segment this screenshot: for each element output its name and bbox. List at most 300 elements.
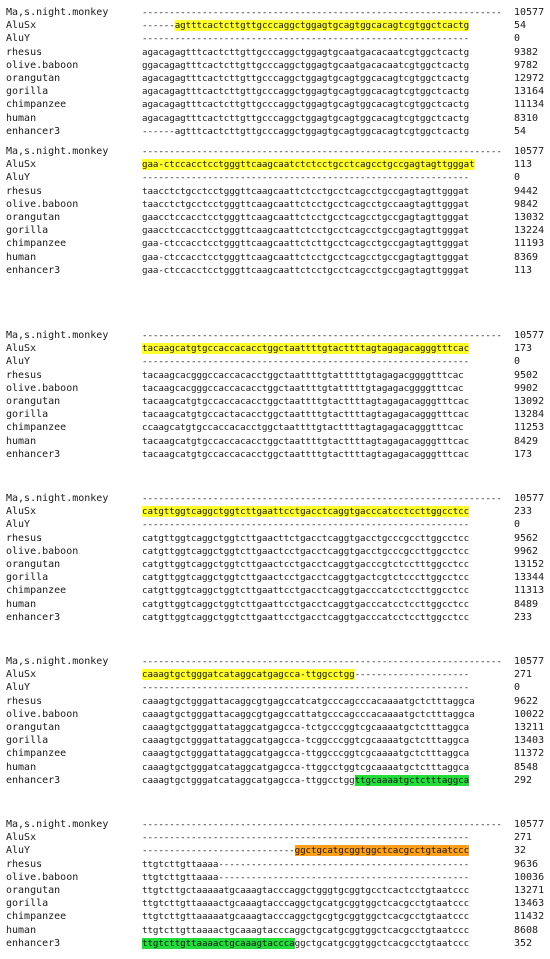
alignment-row: [6, 545, 546, 558]
sequence: [142, 355, 469, 368]
sequence: [142, 761, 469, 774]
sequence-segment: taacctctgcctcctgggttcaagcaattctcctgcctcagcctgccgagtagttgggat: [142, 185, 470, 197]
sequence-segment: ttgtcttgctaaaaatgcaaagtacccaggctgggtgcggtgcctcactcctgtaatccc: [142, 885, 470, 896]
position-count: 13344: [514, 572, 545, 584]
species-name: chimpanzee: [6, 748, 67, 760]
position-count: 11372: [514, 748, 545, 760]
sequence: [142, 435, 469, 448]
sequence: [142, 251, 469, 264]
sequence-segment: gaa-ctccacctcctgggttcaagcaattctcttgcctcagcctgccgagtagttgggat: [142, 238, 470, 250]
alignment-row: [6, 32, 546, 45]
species-name: gorilla: [6, 898, 49, 910]
sequence-segment: tacaagcatgtgccaccacacctggctaattttgtacttttagtagagacagggtttcac: [142, 435, 470, 447]
sequence-segment: ------------------------------------------------------------------: [142, 146, 502, 157]
sequence: [142, 532, 469, 545]
alignment-row: [6, 492, 546, 505]
position-count: 0: [514, 172, 521, 184]
alignment-row: [6, 251, 546, 264]
position-count: 9382: [514, 46, 539, 58]
species-name: human: [6, 435, 37, 447]
alignment-row: [6, 85, 546, 98]
species-name: Ma,s.night.monkey: [6, 819, 109, 830]
sequence-segment: ---------------------: [354, 669, 470, 681]
sequence: [142, 72, 469, 85]
sequence-segment: ------------------------------------------------------------: [142, 33, 470, 45]
position-count: 13271: [514, 885, 545, 896]
position-count: 9502: [514, 369, 539, 381]
position-count: 13463: [514, 898, 545, 910]
sequence-segment: catgttggtcaggctggtcttgaactcctgacctcaggtgacctgcccgccttggcctcc: [142, 545, 470, 557]
species-name: rhesus: [6, 532, 43, 544]
position-count: 54: [514, 20, 527, 32]
highlighted-segment: gaa-ctccacctcctgggttcaagcaatctctcctgcctcagcctgccgagtagttgggat: [142, 159, 475, 171]
position-count: 10022: [514, 708, 545, 720]
position-count: 173: [514, 448, 533, 460]
sequence: [142, 708, 475, 721]
species-name: AluSx: [6, 159, 37, 171]
alignment-row: [6, 831, 546, 844]
alignment-row: [6, 571, 546, 584]
sequence-segment: taacctctgcctcctgggttcaagcaattctcctgcctcagcctgccaagtagttgggat: [142, 198, 470, 210]
species-name: AluY: [6, 33, 31, 45]
sequence: [142, 747, 469, 760]
sequence: [142, 858, 469, 871]
sequence: [142, 112, 469, 125]
position-count: 13211: [514, 722, 545, 733]
sequence: [142, 734, 469, 747]
species-name: human: [6, 761, 37, 773]
alignment-row: [6, 395, 546, 408]
position-count: 54: [514, 125, 527, 137]
highlighted-segment: ttgtcttgttaaaactgcaaagtaccca: [142, 937, 295, 949]
alignment-row: [6, 761, 546, 774]
sequence-segment: tacaagcacgggccaccacacctggctaattttgtatttttgtagagacggggtttcac: [142, 369, 464, 381]
position-count: 271: [514, 669, 533, 681]
sequence: [142, 32, 469, 45]
species-name: enhancer3: [6, 264, 61, 276]
sequence: [142, 98, 469, 111]
species-name: rhesus: [6, 369, 43, 381]
species-name: enhancer3: [6, 937, 61, 949]
position-count: 8429: [514, 435, 539, 447]
sequence: [142, 59, 469, 72]
sequence-segment: catgttggtcaggctggtcttgaacttctgacctcaggtgacctgcccgccttggcctcc: [142, 532, 470, 544]
species-name: olive.baboon: [6, 198, 79, 210]
alignment-row: [6, 98, 546, 111]
species-name: AluSx: [6, 832, 37, 844]
sequence-segment: tacaagcacgggccaccacacctggctaattttgtatttttgtagagacggggtttcac: [142, 382, 464, 394]
position-count: 352: [514, 937, 533, 949]
alignment-row: [6, 171, 546, 184]
sequence-segment: ------------------------------------------------------------: [142, 356, 470, 368]
species-name: enhancer3: [6, 125, 61, 137]
alignment-row: [6, 598, 546, 611]
species-name: chimpanzee: [6, 422, 67, 434]
alignment-row: [6, 818, 546, 831]
position-count: 10577: [514, 7, 545, 18]
alignment-row: [6, 198, 546, 211]
sequence-segment: catgttggtcaggctggtcttgaattcctgacctcaggtgacccatcctccttggcctcc: [142, 611, 470, 623]
highlighted-segment: tacaagcatgtgccaccacacctggctaattttgtacttttagtagagacagggtttcac: [142, 343, 470, 355]
alignment-row: [6, 435, 546, 448]
sequence-segment: ttgtcttgttaaaa----------------------------------------------: [142, 871, 470, 883]
position-count: 0: [514, 33, 521, 45]
highlighted-segment: caaagtgctgggatcataggcatgagcca-ttggcctgg: [142, 669, 355, 681]
alignment-row: [6, 125, 546, 138]
position-count: 10036: [514, 871, 545, 883]
position-count: 9782: [514, 59, 539, 71]
alignment-row: [6, 382, 546, 395]
sequence-segment: ------agtttcactcttgttgcccaggctggagtgcagtggcacagtcgtggctcactg: [142, 125, 470, 137]
position-count: 113: [514, 159, 533, 171]
alignment-row: [6, 237, 546, 250]
sequence: [142, 6, 502, 19]
sequence: [142, 818, 502, 831]
species-name: orangutan: [6, 559, 61, 570]
sequence-segment: gaa-ctccacctcctgggttcaagcaattctcctgcctcagcctgccgagtagttgggat: [142, 264, 470, 276]
sequence-segment: agacagagtttcactcttgttgcccaggctggagtgcaatgacacaatcgtggctcactg: [142, 46, 470, 58]
position-count: 10577: [514, 819, 545, 830]
species-name: human: [6, 924, 37, 936]
alignment-row: [6, 72, 546, 85]
species-name: AluY: [6, 845, 31, 857]
alignment-row: [6, 721, 546, 734]
position-count: 8310: [514, 112, 539, 124]
sequence: [142, 19, 469, 32]
alignment-row: [6, 408, 546, 421]
species-name: orangutan: [6, 73, 61, 84]
position-count: 10577: [514, 146, 545, 157]
position-count: 0: [514, 356, 521, 368]
position-count: 13403: [514, 735, 545, 747]
species-name: orangutan: [6, 396, 61, 407]
sequence: [142, 421, 464, 434]
sequence: [142, 897, 469, 910]
sequence: [142, 668, 469, 681]
sequence-segment: ------------------------------------------------------------------: [142, 7, 502, 18]
species-name: human: [6, 251, 37, 263]
sequence: [142, 264, 469, 277]
sequence: [142, 545, 469, 558]
sequence: [142, 85, 469, 98]
sequence-segment: agacagagtttcactcttgttgcccaggctggagtgcagtggcacagtcgtggctcactg: [142, 99, 470, 111]
position-count: 9562: [514, 532, 539, 544]
sequence-segment: gaa-ctccacctcctgggttcaagcaattctcctgcctcagcctgccgagtagttgggat: [142, 251, 470, 263]
sequence-segment: ------------------------------------------------------------------: [142, 330, 502, 341]
position-count: 271: [514, 832, 533, 844]
species-name: AluSx: [6, 20, 37, 32]
position-count: 9902: [514, 382, 539, 394]
sequence: [142, 655, 502, 668]
position-count: 11193: [514, 238, 545, 250]
sequence: [142, 395, 469, 408]
alignment-row: [6, 897, 546, 910]
sequence: [142, 831, 469, 844]
sequence-segment: tacaagcatgtgccaccacacctggctaattttgtacttttagtagagacagggtttcac: [142, 396, 470, 407]
sequence: [142, 611, 469, 624]
alignment-row: [6, 668, 546, 681]
species-name: enhancer3: [6, 611, 61, 623]
position-count: 11134: [514, 99, 545, 111]
sequence-segment: ------------------------------------------------------------------: [142, 656, 502, 667]
alignment-row: [6, 858, 546, 871]
alignment-row: [6, 329, 546, 342]
alignment-row: [6, 681, 546, 694]
sequence-segment: ttgtcttgttaaaaatgcaaagtacccaggctgcgtgcggtggctcacgcctgtaatccc: [142, 911, 470, 923]
sequence-segment: agacagagtttcactcttgttgcccaggctggagtgcagtggcacagtcgtggctcactg: [142, 112, 470, 124]
sequence-segment: ggacagagtttcactcttgttgcccaggctggagtgcaatgacacaatcgtggctcactg: [142, 59, 470, 71]
sequence: [142, 598, 469, 611]
sequence-segment: tacaagcatgtgccactacacctggctaattttgtacttttagtagagacagggtttcac: [142, 409, 470, 421]
alignment-row: [6, 884, 546, 897]
position-count: 9622: [514, 695, 539, 707]
sequence-segment: ------------------------------------------------------------------: [142, 493, 502, 504]
sequence: [142, 211, 469, 224]
position-count: 13284: [514, 409, 545, 421]
alignment-row: [6, 158, 546, 171]
species-name: enhancer3: [6, 448, 61, 460]
position-count: 9962: [514, 545, 539, 557]
position-count: 8608: [514, 924, 539, 936]
species-name: orangutan: [6, 722, 61, 733]
sequence: [142, 721, 469, 734]
alignment-row: [6, 19, 546, 32]
sequence: [142, 382, 464, 395]
sequence-segment: caaagtgctgggattataggcatgagcca-ttggcccggtcgcaaaatgctctttaggca: [142, 748, 470, 760]
species-name: chimpanzee: [6, 238, 67, 250]
species-name: gorilla: [6, 572, 49, 584]
alignment-row: [6, 558, 546, 571]
species-name: rhesus: [6, 695, 43, 707]
species-name: human: [6, 112, 37, 124]
species-name: gorilla: [6, 409, 49, 421]
species-name: Ma,s.night.monkey: [6, 656, 109, 667]
position-count: 9442: [514, 185, 539, 197]
alignment-row: [6, 774, 546, 787]
sequence-segment: caaagtgctgggattataggcatgagcca-tcggcccggtcgcaaaatgctctttaggca: [142, 735, 470, 747]
sequence-segment: caaagtgctgggattacaggcgtgagccattatgcccagcccacaaaatgctctttaggca: [142, 708, 475, 720]
sequence-segment: catgttggtcaggctggtcttgaactcctgacctcaggtgacccgtctcctttggcctcc: [142, 559, 470, 570]
sequence: [142, 342, 469, 355]
sequence: [142, 185, 469, 198]
sequence-segment: caaagtgctgggatcataggcatgagcca-ttggcctggtcgcaaaatgctctttaggca: [142, 761, 470, 773]
position-count: 10577: [514, 493, 545, 504]
species-name: olive.baboon: [6, 59, 79, 71]
species-name: human: [6, 598, 37, 610]
sequence-segment: ------------------------------------------------------------: [142, 832, 470, 844]
position-count: 13152: [514, 559, 545, 570]
sequence: [142, 584, 469, 597]
alignment-row: [6, 584, 546, 597]
sequence-segment: caaagtgctgggattacaggcgtgagccatcatgcccagcccacaaaatgctctttaggca: [142, 695, 475, 707]
alignment-row: [6, 747, 546, 760]
position-count: 10577: [514, 330, 545, 341]
sequence-segment: caaagtgctgggatcataggcatgagcca-ttggcctgg: [142, 774, 355, 786]
species-name: AluSx: [6, 506, 37, 518]
species-name: orangutan: [6, 212, 61, 223]
sequence: [142, 505, 469, 518]
sequence: [142, 237, 469, 250]
sequence: [142, 695, 475, 708]
species-name: chimpanzee: [6, 911, 67, 923]
species-name: rhesus: [6, 46, 43, 58]
alignment-row: [6, 355, 546, 368]
alignment-row: [6, 264, 546, 277]
sequence: [142, 198, 469, 211]
sequence: [142, 571, 469, 584]
species-name: enhancer3: [6, 774, 61, 786]
alignment-row: [6, 734, 546, 747]
sequence-segment: agacagagtttcactcttgttgcccaggctggagtgcagtggcacagtcgtggctcactg: [142, 86, 470, 98]
sequence: [142, 558, 469, 571]
position-count: 8548: [514, 761, 539, 773]
position-count: 233: [514, 611, 533, 623]
sequence-segment: gaacctccacctcctgggttcaagcaattctcctgcctcagcctgccgagtagttgggat: [142, 225, 470, 237]
species-name: AluSx: [6, 343, 37, 355]
sequence: [142, 224, 469, 237]
alignment-row: [6, 112, 546, 125]
sequence-segment: ggctgcatgcggtggctcacgcctgtaatccc: [294, 937, 470, 949]
species-name: Ma,s.night.monkey: [6, 493, 109, 504]
alignment-row: [6, 611, 546, 624]
sequence-segment: catgttggtcaggctggtcttgaactcctgacctcaggtgactcgtctcccttggcctcc: [142, 572, 470, 584]
sequence: [142, 910, 469, 923]
sequence: [142, 844, 469, 857]
sequence-segment: ttgtcttgttaaaactgcaaagtacccaggctgcatgcggtggctcacgcctgtaatccc: [142, 924, 470, 936]
sequence: [142, 884, 469, 897]
position-count: 233: [514, 506, 533, 518]
alignment-row: [6, 518, 546, 531]
position-count: 10577: [514, 656, 545, 667]
alignment-row: [6, 655, 546, 668]
position-count: 11432: [514, 911, 545, 923]
position-count: 13032: [514, 212, 545, 223]
species-name: Ma,s.night.monkey: [6, 330, 109, 341]
species-name: AluY: [6, 682, 31, 694]
sequence: [142, 145, 502, 158]
sequence-segment: caaagtgctgggattataggcatgagcca-tctgcccggtcgcaaaatgctctttaggca: [142, 722, 470, 733]
alignment-row: [6, 6, 546, 19]
alignment-row: [6, 910, 546, 923]
alignment-row: [6, 708, 546, 721]
species-name: gorilla: [6, 735, 49, 747]
species-name: chimpanzee: [6, 585, 67, 597]
alignment-row: [6, 342, 546, 355]
highlighted-segment: ttgcaaaatgctctttaggca: [354, 774, 470, 786]
highlighted-segment: ggctgcatgcggtggctcacgcctgtaatccc: [294, 845, 470, 857]
sequence: [142, 408, 469, 421]
species-name: rhesus: [6, 858, 43, 870]
highlighted-segment: agtttcactcttgttgcccaggctggagtgcagtggcacagtcgtggctcactg: [174, 20, 470, 32]
position-count: 0: [514, 519, 521, 531]
species-name: gorilla: [6, 86, 49, 98]
sequence: [142, 369, 464, 382]
sequence: [142, 937, 469, 950]
alignment-row: [6, 695, 546, 708]
position-count: 9636: [514, 858, 539, 870]
alignment-row: [6, 924, 546, 937]
position-count: 11253: [514, 422, 545, 434]
species-name: AluY: [6, 519, 31, 531]
sequence: [142, 448, 469, 461]
alignment-row: [6, 46, 546, 59]
species-name: olive.baboon: [6, 382, 79, 394]
sequence-segment: ttgtcttgttaaaa----------------------------------------------: [142, 858, 470, 870]
species-name: gorilla: [6, 225, 49, 237]
position-count: 8489: [514, 598, 539, 610]
sequence: [142, 681, 469, 694]
sequence: [142, 924, 469, 937]
sequence-segment: ------------------------------------------------------------------: [142, 819, 502, 830]
species-name: AluY: [6, 356, 31, 368]
species-name: rhesus: [6, 185, 43, 197]
position-count: 113: [514, 264, 533, 276]
sequence-segment: ------------------------------------------------------------: [142, 519, 470, 531]
sequence-segment: ------------------------------------------------------------: [142, 682, 470, 694]
alignment-row: [6, 844, 546, 857]
sequence-segment: agacagagtttcactcttgttgcccaggctggagtgcagtggcacagtcgtggctcactg: [142, 73, 470, 84]
alignment-row: [6, 369, 546, 382]
species-name: AluSx: [6, 669, 37, 681]
highlighted-segment: catgttggtcaggctggtcttgaattcctgacctcaggtgacccatcctccttggcctcc: [142, 506, 470, 518]
sequence: [142, 171, 469, 184]
species-name: olive.baboon: [6, 545, 79, 557]
position-count: 32: [514, 845, 527, 857]
position-count: 173: [514, 343, 533, 355]
sequence: [142, 518, 469, 531]
alignment-row: [6, 871, 546, 884]
position-count: 12972: [514, 73, 545, 84]
sequence-segment: catgttggtcaggctggtcttgaattcctgacctcaggtgacccatcctccttggcctcc: [142, 598, 470, 610]
position-count: 11313: [514, 585, 545, 597]
alignment-row: [6, 185, 546, 198]
alignment-row: [6, 532, 546, 545]
sequence-segment: ccaagcatgtgccaccacacctggctaattttgtacttttagtagagacagggtttcac: [142, 422, 464, 434]
position-count: 0: [514, 682, 521, 694]
sequence: [142, 125, 469, 138]
alignment-row: [6, 59, 546, 72]
sequence-segment: ----------------------------: [142, 845, 295, 857]
position-count: 13092: [514, 396, 545, 407]
species-name: olive.baboon: [6, 708, 79, 720]
position-count: 292: [514, 774, 533, 786]
sequence-segment: ttgtcttgttaaaactgcaaagtacccaggctgcatgcggtggctcacgcctgtaatccc: [142, 898, 470, 910]
sequence: [142, 329, 502, 342]
alignment-row: [6, 421, 546, 434]
alignment-row: [6, 448, 546, 461]
alignment-row: [6, 145, 546, 158]
position-count: 13164: [514, 86, 545, 98]
sequence: [142, 774, 469, 787]
alignment-row: [6, 211, 546, 224]
alignment-row: [6, 937, 546, 950]
position-count: 13224: [514, 225, 545, 237]
position-count: 8369: [514, 251, 539, 263]
sequence: [142, 158, 475, 171]
position-count: 9842: [514, 198, 539, 210]
sequence-segment: ------------------------------------------------------------: [142, 172, 470, 184]
sequence-segment: tacaagcatgtgccaccacacctggctaattttgtacttttagtagagacagggtttcac: [142, 448, 470, 460]
species-name: AluY: [6, 172, 31, 184]
species-name: chimpanzee: [6, 99, 67, 111]
species-name: Ma,s.night.monkey: [6, 7, 109, 18]
sequence: [142, 492, 502, 505]
species-name: olive.baboon: [6, 871, 79, 883]
sequence: [142, 871, 469, 884]
alignment-row: [6, 224, 546, 237]
sequence-segment: ------: [142, 20, 175, 32]
species-name: Ma,s.night.monkey: [6, 146, 109, 157]
